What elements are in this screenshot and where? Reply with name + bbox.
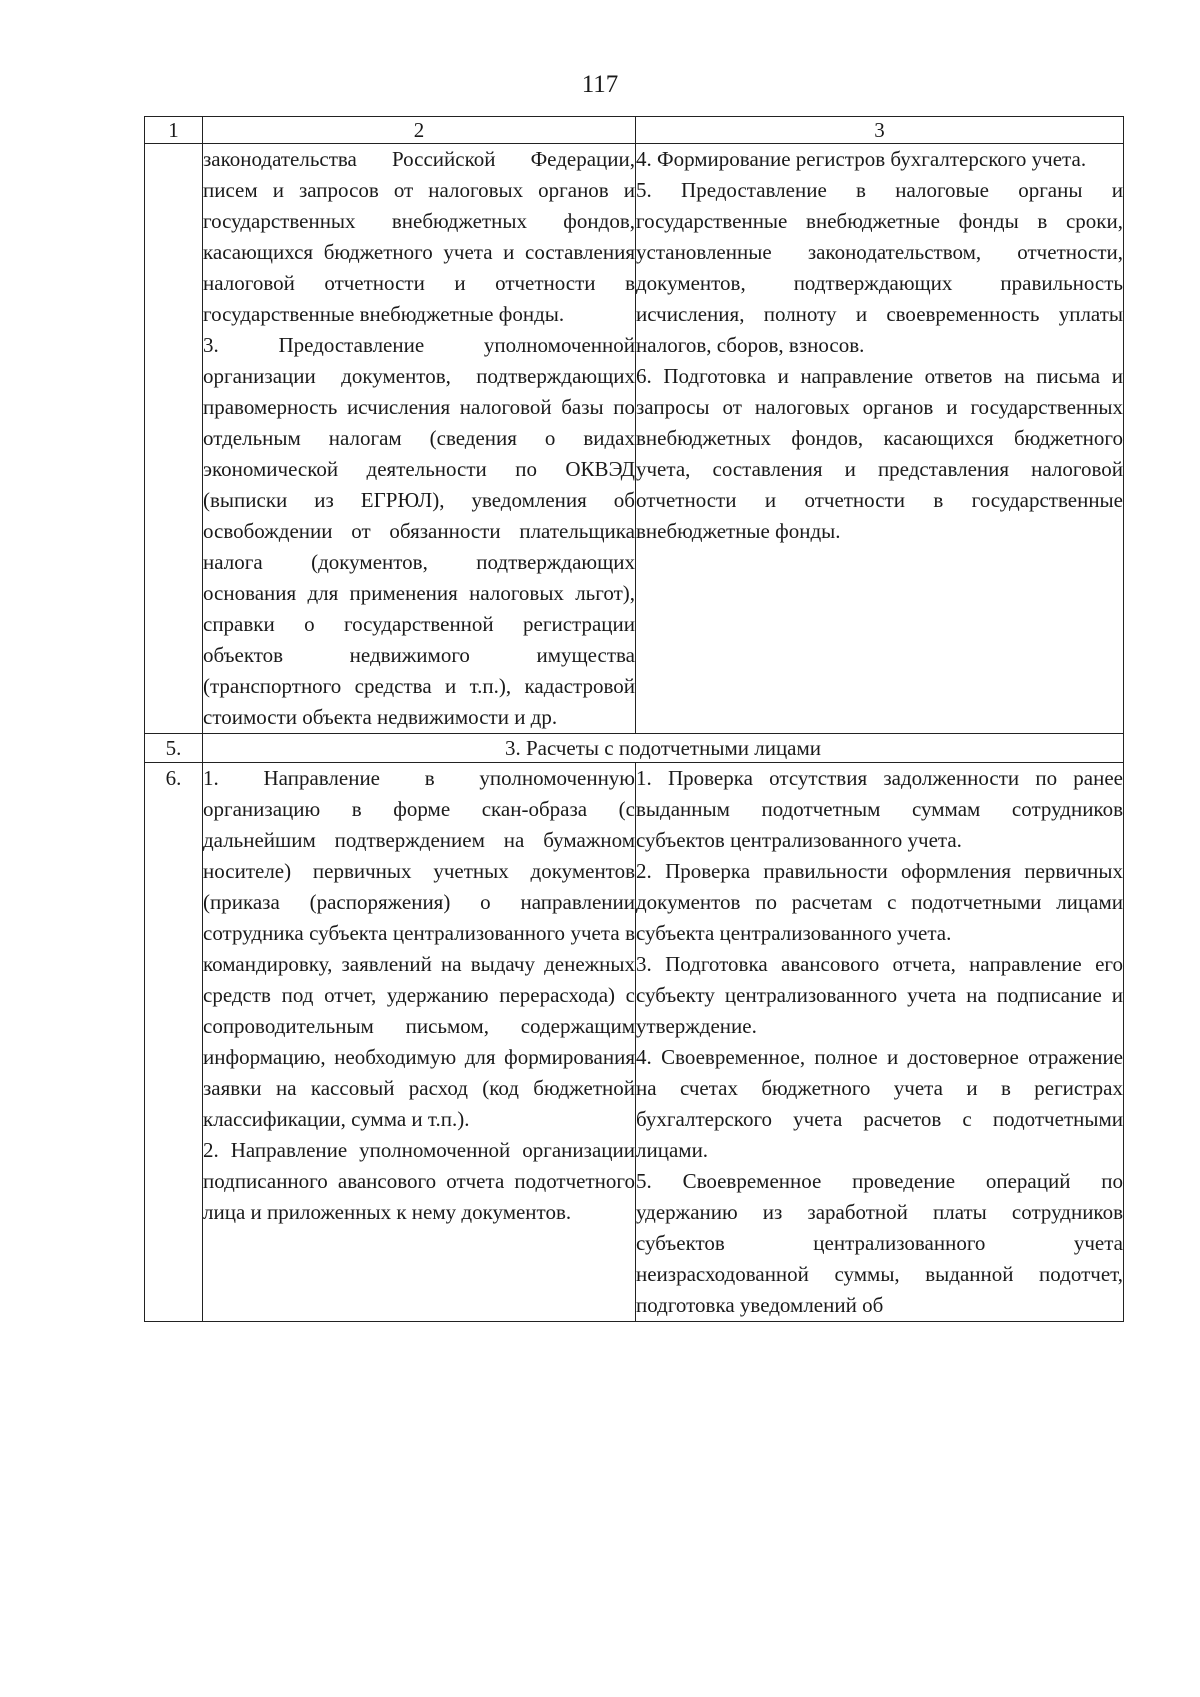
paragraph: 6. Подготовка и направление ответов на письма и запросы от налоговых органов и государственных внебюджетных фондов, касающихся бюджетного учета, составления и представления налоговой отчетности и отчетности в государственные внебюджетные фонды. bbox=[636, 364, 1123, 543]
paragraph: законодательства Российской Федерации, писем и запросов от налоговых органов и государственных внебюджетных фондов, касающихся бюджетного учета и составления налоговой отчетности и отчетности в государственные внебюджетные фонды. bbox=[203, 147, 635, 326]
paragraph: 3. Предоставление уполномоченной организации документов, подтверждающих правомерность исчисления налоговой базы по отдельным налогам (сведения о видах экономической деятельности по ОКВЭД (выписки из ЕГРЮЛ), уведомления об освобождении от обязанности плательщика налога (документов, подтверждающих основания для применения налоговых льгот), справки о государственной регистрации объектов недвижимого имущества (транспортного средства и т.п.), кадастровой стоимости объекта недвижимости и др. bbox=[203, 333, 635, 729]
table-row bbox=[145, 763, 1124, 1322]
row-column-3 bbox=[636, 144, 1124, 734]
paragraph: 3. Подготовка авансового отчета, направление его субъекту централизованного учета на подписание и утверждение. bbox=[636, 952, 1123, 1038]
section-title: 3. Расчеты с подотчетными лицами bbox=[203, 734, 1124, 763]
row-column-3 bbox=[636, 763, 1124, 1322]
paragraph: 5. Своевременное проведение операций по удержанию из заработной платы сотрудников субъектов централизованного учета неизрасходованной суммы, выданной подотчет, подготовка уведомлений об bbox=[636, 1169, 1123, 1317]
paragraph: 1. Направление в уполномоченную организацию в форме скан-образа (с дальнейшим подтверждением на бумажном носителе) первичных учетных документов (приказа (распоряжения) о направлении сотрудника субъекта централизованного учета в командировку, заявлений на выдачу денежных средств под отчет, удержанию перерасхода) с сопроводительным письмом, содержащим информацию, необходимую для формирования заявки на кассовый расход (код бюджетной классификации, сумма и т.п.). bbox=[203, 766, 635, 1131]
table-header-row bbox=[145, 117, 1124, 144]
paragraph: 5. Предоставление в налоговые органы и государственные внебюджетные фонды в сроки, установленные законодательством, отчетности, документов, подтверждающих правильность исчисления, полноту и своевременность уплаты налогов, сборов, взносов. bbox=[636, 178, 1123, 357]
paragraph: 4. Своевременное, полное и достоверное отражение на счетах бюджетного учета и в регистрах бухгалтерского учета расчетов с подотчетными лицами. bbox=[636, 1045, 1123, 1162]
column-header-2: 2 bbox=[203, 117, 636, 144]
table-row bbox=[145, 144, 1124, 734]
paragraph: 2. Направление уполномоченной организации подписанного авансового отчета подотчетного лица и приложенных к нему документов. bbox=[203, 1138, 635, 1224]
row-number: 6. bbox=[145, 763, 203, 1322]
row-number bbox=[145, 144, 203, 734]
column-header-1: 1 bbox=[145, 117, 203, 144]
paragraph: 2. Проверка правильности оформления первичных документов по расчетам с подотчетными лицами субъекта централизованного учета. bbox=[636, 859, 1123, 945]
section-number: 5. bbox=[145, 734, 203, 763]
paragraph: 4. Формирование регистров бухгалтерского учета. bbox=[636, 147, 1087, 171]
column-header-3: 3 bbox=[636, 117, 1124, 144]
paragraph: 1. Проверка отсутствия задолженности по ранее выданным подотчетным суммам сотрудников субъектов централизованного учета. bbox=[636, 766, 1123, 852]
page-number: 117 bbox=[581, 71, 619, 98]
row-column-2 bbox=[203, 763, 636, 1322]
section-row bbox=[145, 734, 1124, 763]
document-table bbox=[144, 116, 1124, 1322]
row-column-2 bbox=[203, 144, 636, 734]
